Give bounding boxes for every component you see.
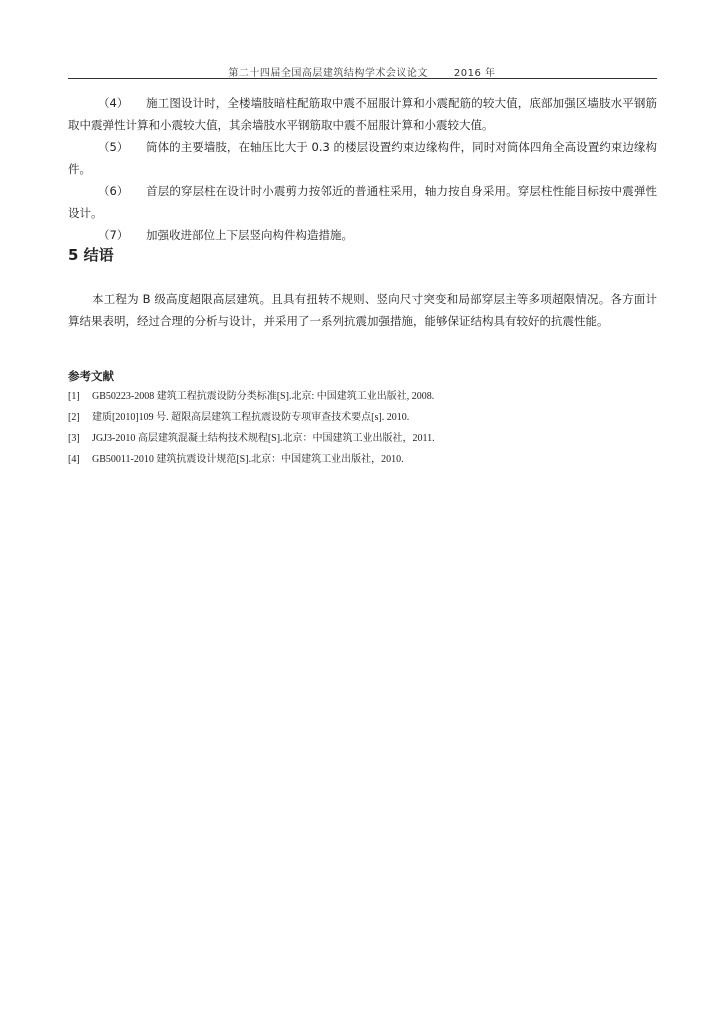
conference-year: 2016 年 [453, 68, 496, 79]
section-heading: 5 结语 [68, 246, 114, 264]
measure-number: （7） [98, 228, 129, 242]
reference-list [68, 386, 657, 470]
reference-text: GB50223-2008 建筑工程抗震设防分类标准[S].北京: 中国建筑工业出版社, 2008. [92, 391, 435, 402]
measure-number: （6） [98, 184, 129, 198]
measure-text: 施工图设计时，全楼墙肢暗柱配筋取中震不屈服计算和小震配筋的较大值，底部加强区墙肢水平钢筋取中震弹性计算和小震较大值，其余墙肢水平钢筋取中震不屈服计算和小震较大值。 [68, 96, 657, 132]
reference-entry [68, 428, 657, 449]
reference-entry [68, 449, 657, 470]
measure-number: （4） [98, 96, 129, 110]
references-heading: 参考文献 [68, 369, 114, 383]
running-header [0, 64, 724, 79]
conclusion-paragraph: 本工程为 B 级高度超限高层建筑。且具有扭转不规则、竖向尺寸突变和局部穿层主等多项超限情况。各方面计算结果表明，经过合理的分析与设计，并采用了一系列抗震加强措施，能够保证结构具有较好的抗震性能。 [68, 292, 657, 328]
header-rule [68, 78, 657, 79]
reference-text: JGJ3-2010 高层建筑混凝土结构技术规程[S].北京：中国建筑工业出版社，2011. [92, 433, 435, 444]
measure-item [68, 180, 657, 224]
measure-text: 首层的穿层柱在设计时小震剪力按邻近的普通柱采用，轴力按自身采用。穿层柱性能目标按中震弹性设计。 [68, 184, 657, 220]
reference-entry [68, 386, 657, 407]
measure-item [68, 136, 657, 180]
conference-title: 第二十四届全国高层建筑结构学术会议论文 [228, 68, 428, 79]
reference-number: [1] [68, 391, 80, 402]
measure-number: （5） [98, 140, 129, 154]
reference-text: GB50011-2010 建筑抗震设计规范[S].北京：中国建筑工业出版社，2010. [92, 454, 404, 465]
reference-entry [68, 407, 657, 428]
reference-text: 建质[2010]109 号. 超限高层建筑工程抗震设防专项审查技术要点[s]. 2010. [92, 412, 410, 423]
reference-number: [3] [68, 433, 80, 444]
measure-item [68, 224, 657, 246]
reference-number: [2] [68, 412, 80, 423]
measure-text: 筒体的主要墙肢，在轴压比大于 0.3 的楼层设置约束边缘构件，同时对筒体四角全高设置约束边缘构件。 [68, 140, 657, 176]
measure-text: 加强收进部位上下层竖向构件构造措施。 [146, 228, 353, 242]
reference-number: [4] [68, 454, 80, 465]
measure-item [68, 92, 657, 136]
design-measures-list [68, 92, 657, 246]
